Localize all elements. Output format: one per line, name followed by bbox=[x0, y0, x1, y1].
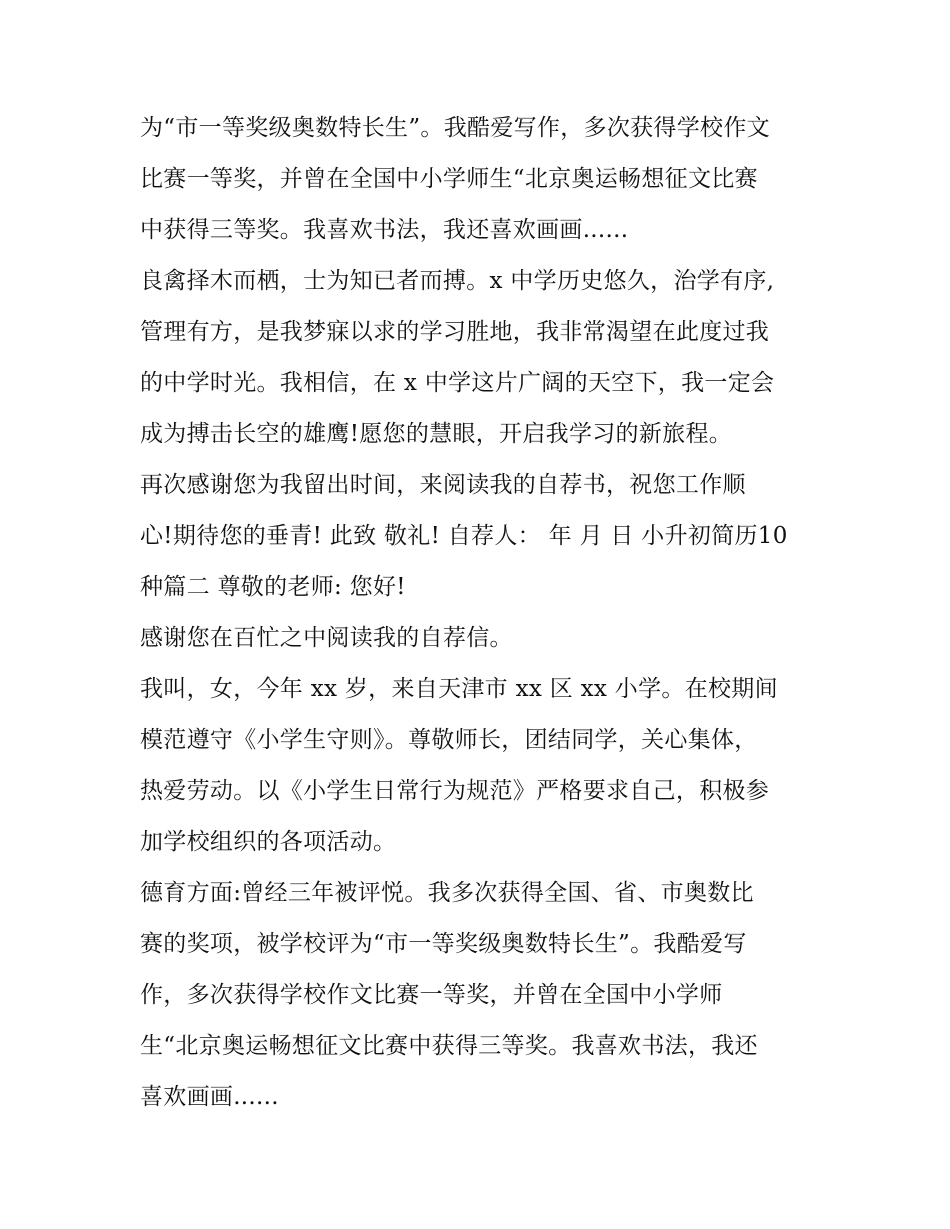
text-line: 管理有方，是我梦寐以求的学习胜地，我非常渴望在此度过我 bbox=[140, 319, 770, 345]
text-line: 比赛一等奖，并曾在全国中小学师生“北京奥运畅想征文比赛 bbox=[140, 166, 758, 192]
text-line: 再次感谢您为我留出时间，来阅读我的自荐书，祝您工作顺 bbox=[140, 472, 746, 498]
text-line: 加学校组织的各项活动。 bbox=[140, 829, 397, 855]
text-line: 我叫，女，今年 xx 岁，来自天津市 xx 区 xx 小学。在校期间 bbox=[140, 676, 778, 702]
text-line: 热爱劳动。以《小学生日常行为规范》严格要求自己，积极参 bbox=[140, 778, 770, 804]
text-line: 模范遵守《小学生守则》。尊敬师长，团结同学，关心集体， bbox=[140, 727, 758, 753]
text-line: 中获得三等奖。我喜欢书法，我还喜欢画画...... bbox=[140, 217, 629, 243]
text-line: 感谢您在百忙之中阅读我的自荐信。 bbox=[140, 625, 513, 651]
text-line: 种篇二 尊敬的老师: 您好! bbox=[140, 574, 406, 600]
text-line: 的中学时光。我相信，在 x 中学这片广阔的天空下，我一定会 bbox=[140, 370, 775, 396]
text-line: 赛的奖项，被学校评为“市一等奖级奥数特长生”。我酷爱写 bbox=[140, 931, 747, 957]
text-line: 为“市一等奖级奥数特长生”。我酷爱写作，多次获得学校作文 bbox=[140, 115, 770, 141]
text-line: 成为搏击长空的雄鹰!愿您的慧眼，开启我学习的新旅程。 bbox=[140, 421, 733, 447]
text-line: 德育方面:曾经三年被评悦。我多次获得全国、省、市奥数比 bbox=[140, 880, 754, 906]
text-line: 良禽择木而栖，士为知已者而搏。x 中学历史悠久，治学有序, bbox=[140, 268, 775, 294]
text-line: 心!期待您的垂青! 此致 敬礼! 自荐人： 年 月 日 小升初简历10 bbox=[140, 523, 788, 549]
text-line: 生“北京奥运畅想征文比赛中获得三等奖。我喜欢书法，我还 bbox=[140, 1033, 758, 1059]
text-line: 作，多次获得学校作文比赛一等奖，并曾在全国中小学师 bbox=[140, 982, 723, 1008]
text-line: 喜欢画画...... bbox=[140, 1084, 279, 1110]
